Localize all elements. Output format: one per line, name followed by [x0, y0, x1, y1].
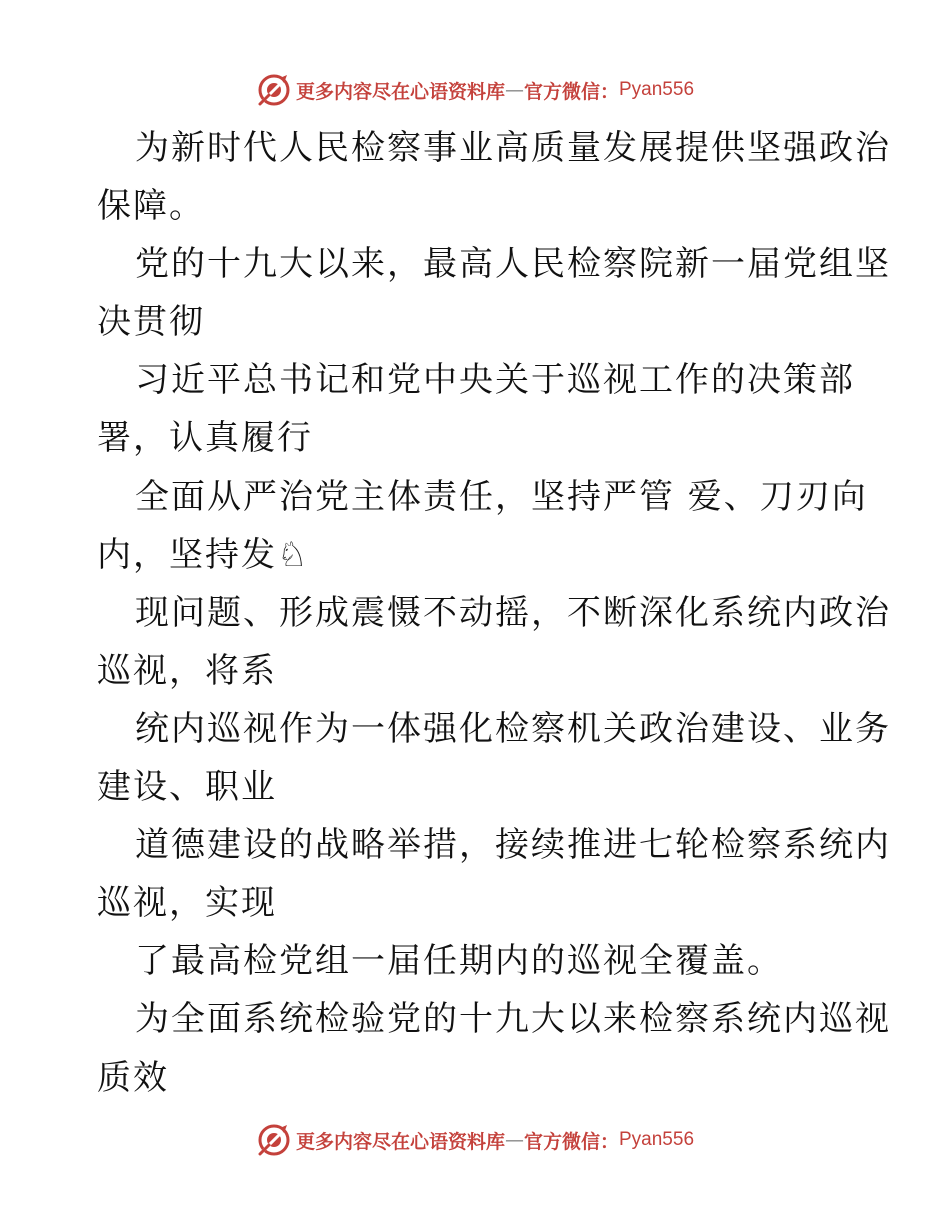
brand-logo-icon [256, 1122, 292, 1158]
text-line: 为新时代人民检察事业高质量发展提供坚强政治 [135, 128, 891, 168]
text-line: 署，认真履行 [97, 418, 313, 459]
header-watermark [0, 70, 950, 110]
header-separator: — [504, 79, 524, 101]
footer-separator: — [504, 1129, 524, 1151]
footer-wechat-label: 官方微信： [523, 1130, 619, 1153]
text-line: 内，坚持发♘ [97, 534, 310, 575]
text-line: 决贯彻 [97, 302, 205, 343]
text-line: 为全面系统检验党的十九大以来检察系统内巡视 [135, 999, 891, 1040]
brand-logo-icon [256, 72, 292, 108]
text-line: 质效 [97, 1057, 169, 1098]
text-line: 保障。 [97, 186, 205, 227]
text-line: 习近平总书记和党中央关于巡视工作的决策部 [135, 360, 855, 401]
footer-wechat-id: Pyan556 [619, 1129, 695, 1150]
text-line: 现问题、形成震慑不动摇，不断深化系统内政治 [135, 592, 891, 633]
header-brand-text: 更多内容尽在心语资料库 [295, 80, 505, 103]
text-line: 建设、职业 [97, 767, 277, 808]
document-body [97, 119, 891, 1107]
text-line: 全面从严治党主体责任，坚持严管 爱、刀刃向 [135, 476, 868, 517]
text-line: 巡视，将系 [97, 650, 277, 691]
text-line: 党的十九大以来，最高人民检察院新一届党组坚 [135, 244, 891, 285]
text-line: 统内巡视作为一体强化检察机关政治建设、业务 [135, 708, 891, 749]
text-line: 巡视，实现 [97, 883, 277, 924]
header-wechat-id: Pyan556 [619, 79, 695, 100]
header-wechat-label: 官方微信： [523, 80, 619, 103]
footer-brand-text: 更多内容尽在心语资料库 [295, 1130, 505, 1153]
footer-watermark [0, 1120, 950, 1160]
text-line: 道德建设的战略举措，接续推进七轮检察系统内 [135, 825, 891, 866]
text-line: 了最高检党组一届任期内的巡视全覆盖。 [135, 941, 783, 982]
